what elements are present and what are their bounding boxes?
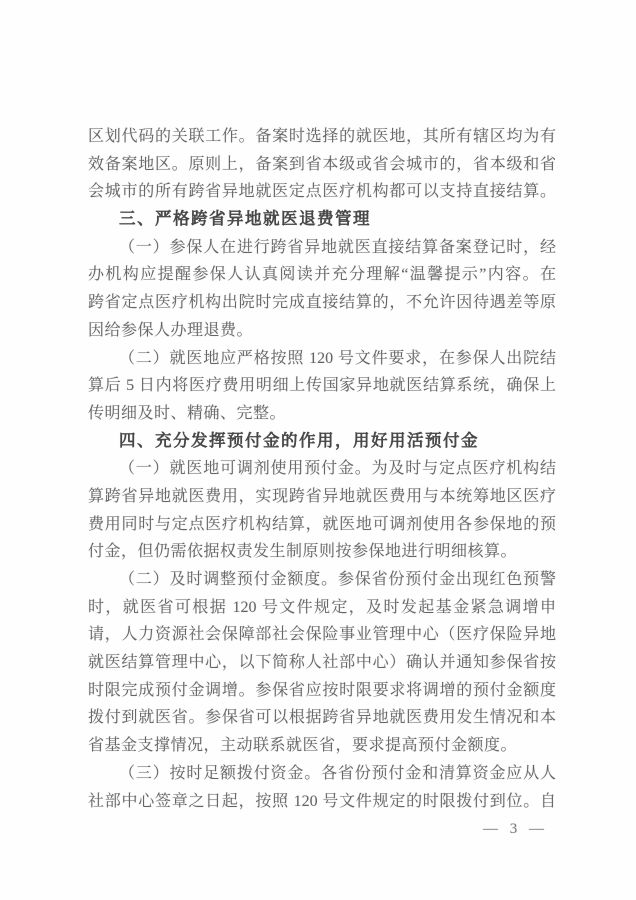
section-heading: 四、充分发挥预付金的作用，用好用活预付金 xyxy=(119,431,479,450)
text-line: 会城市的所有跨省异地就医定点医疗机构都可以支持直接结算。 xyxy=(88,183,556,201)
document-body xyxy=(88,123,556,815)
text-line: 算后 5 日内将医疗费用明细上传国家异地就医结算系统，确保上 xyxy=(88,377,556,395)
text-line: 社部中心签章之日起，按照 120 号文件规定的时限拨付到位。自 xyxy=(88,792,556,810)
text-line: 费用同时与定点医疗机构结算，就医地可调剂使用各参保地的预 xyxy=(88,515,556,533)
text-line: 效备案地区。原则上，备案到省本级或省会城市的，省本级和省 xyxy=(88,155,556,173)
text-line: 请，人力资源社会保障部社会保险事业管理中心（医疗保险异地 xyxy=(88,626,556,644)
text-line: 就医结算管理中心，以下简称人社部中心）确认并通知参保省按 xyxy=(88,654,556,672)
text-line: （一）参保人在进行跨省异地就医直接结算备案登记时，经 xyxy=(119,238,556,256)
text-line: 付金，但仍需依据权责发生制原则按参保地进行明细核算。 xyxy=(88,543,518,561)
text-line: 省基金支撑情况，主动联系就医省，要求提高预付金额度。 xyxy=(88,737,518,755)
text-line: 拨付到就医省。参保省可以根据跨省异地就医费用发生情况和本 xyxy=(88,709,556,727)
text-line: 传明细及时、精确、完整。 xyxy=(88,404,287,422)
text-line: 算跨省异地就医费用，实现跨省异地就医费用与本统筹地区医疗 xyxy=(88,487,556,505)
text-line: （二）及时调整预付金额度。参保省份预付金出现红色预警 xyxy=(119,571,556,588)
text-line: 时，就医省可根据 120 号文件规定，及时发起基金紧急调增申 xyxy=(88,598,556,616)
text-line: 时限完成预付金调增。参保省应按时限要求将调增的预付金额度 xyxy=(88,681,556,699)
text-line: 区划代码的关联工作。备案时选择的就医地，其所有辖区均为有 xyxy=(88,128,556,145)
text-line: 办机构应提醒参保人认真阅读并充分理解“温馨提示”内容。在 xyxy=(88,266,556,284)
text-line: 跨省定点医疗机构出院时完成直接结算的，不允许因待遇差等原 xyxy=(88,294,556,312)
text-line: 因给参保人办理退费。 xyxy=(88,321,254,339)
text-line: （一）就医地可调剂使用预付金。为及时与定点医疗机构结 xyxy=(119,460,556,478)
page-number: — 3 — xyxy=(483,821,548,837)
text-line: （三）按时足额拨付资金。各省份预付金和清算资金应从人 xyxy=(119,764,556,782)
text-line: （二）就医地应严格按照 120 号文件要求，在参保人出院结 xyxy=(119,349,556,367)
section-heading: 三、严格跨省异地就医退费管理 xyxy=(119,210,371,229)
